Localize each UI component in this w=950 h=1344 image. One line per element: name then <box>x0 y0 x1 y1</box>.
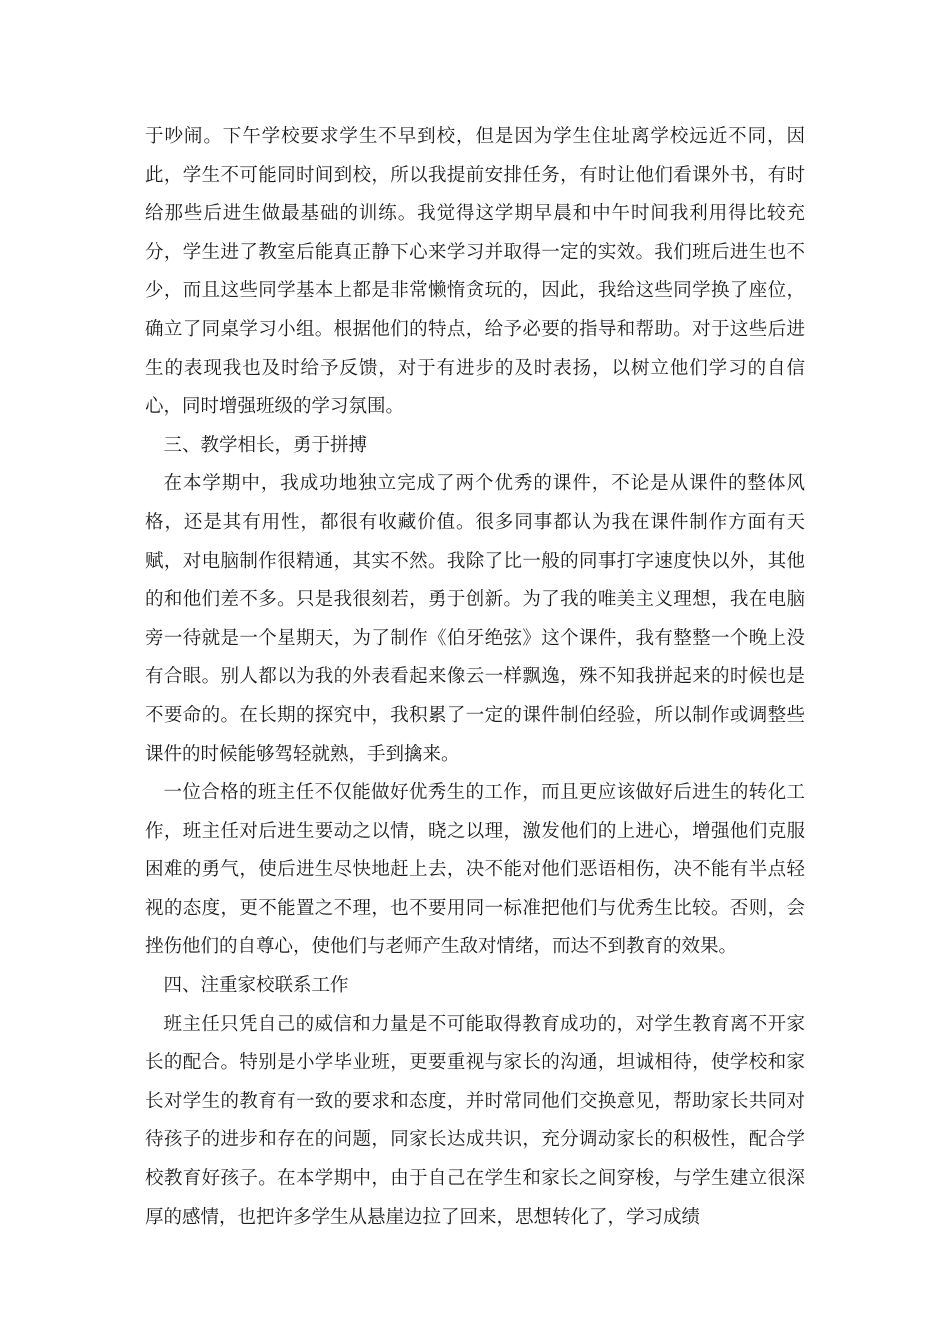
paragraph-struggling-students: 一位合格的班主任不仅能做好优秀生的工作，而且更应该做好后进生的转化工作，班主任对后进生要动之以情，晓之以理，激发他们的上进心，增强他们克服困难的勇气，使后进生尽快地赶上去，决不能对他们恶语相伤，决不能有半点轻视的态度，更不能置之不理，也不要用同一标准把他们与优秀生比较。否则，会挫伤他们的自尊心，使他们与老师产生敌对情绪，而达不到教育的效果。 <box>145 782 805 958</box>
paragraph-home-school-contact: 班主任只凭自己的威信和力量是不可能取得教育成功的，对学生教育离不开家长的配合。特别是小学毕业班，更要重视与家长的沟通，坦诚相待，使学校和家长对学生的教育有一致的要求和态度，并时常同他们交换意见，帮助家长共同对待孩子的进步和存在的问题，同家长达成共识，充分调动家长的积极性，配合学校教育好孩子。在本学期中，由于自己在学生和家长之间穿梭，与学生建立很深厚的感情，也把许多学生从悬崖边拉了回来，思想转化了，学习成绩 <box>145 1013 805 1228</box>
section-heading-three: 三、教学相长，勇于拼搏 <box>163 434 368 456</box>
paragraph-after-school-arrangement: 于吵闹。下午学校要求学生不早到校，但是因为学生住址离学校远近不同，因此，学生不可能同时间到校，所以我提前安排任务，有时让他们看课外书，有时给那些后进生做最基础的训练。我觉得这学期早晨和中午时间我利用得比较充分，学生进了教室后能真正静下心来学习并取得一定的实效。我们班后进生也不少，而且这些同学基本上都是非常懒惰贪玩的，因此，我给这些同学换了座位，确立了同桌学习小组。根据他们的特点，给予必要的指导和帮助。对于这些后进生的表现我也及时给予反馈，对于有进步的及时表扬，以树立他们学习的自信心，同时增强班级的学习氛围。 <box>145 126 805 418</box>
document-body <box>145 118 805 1237</box>
paragraph-courseware: 在本学期中，我成功地独立完成了两个优秀的课件，不论是从课件的整体风格，还是其有用性，都很有收藏价值。很多同事都认为我在课件制作方面有天赋，对电脑制作很精通，其实不然。我除了比一般的同事打字速度快以外，其他的和他们差不多。只是我很刻若，勇于创新。为了我的唯美主义理想，我在电脑旁一待就是一个星期天，为了制作《伯牙绝弦》这个课件，我有整整一个晚上没有合眼。别人都以为我的外表看起来像云一样飘逸，殊不知我拼起来的时候也是不要命的。在长期的探究中，我积累了一定的课件制伯经验，所以制作或调整些课件的时候能够驾轻就熟，手到擒来。 <box>145 473 805 765</box>
section-heading-four: 四、注重家校联系工作 <box>163 975 349 997</box>
